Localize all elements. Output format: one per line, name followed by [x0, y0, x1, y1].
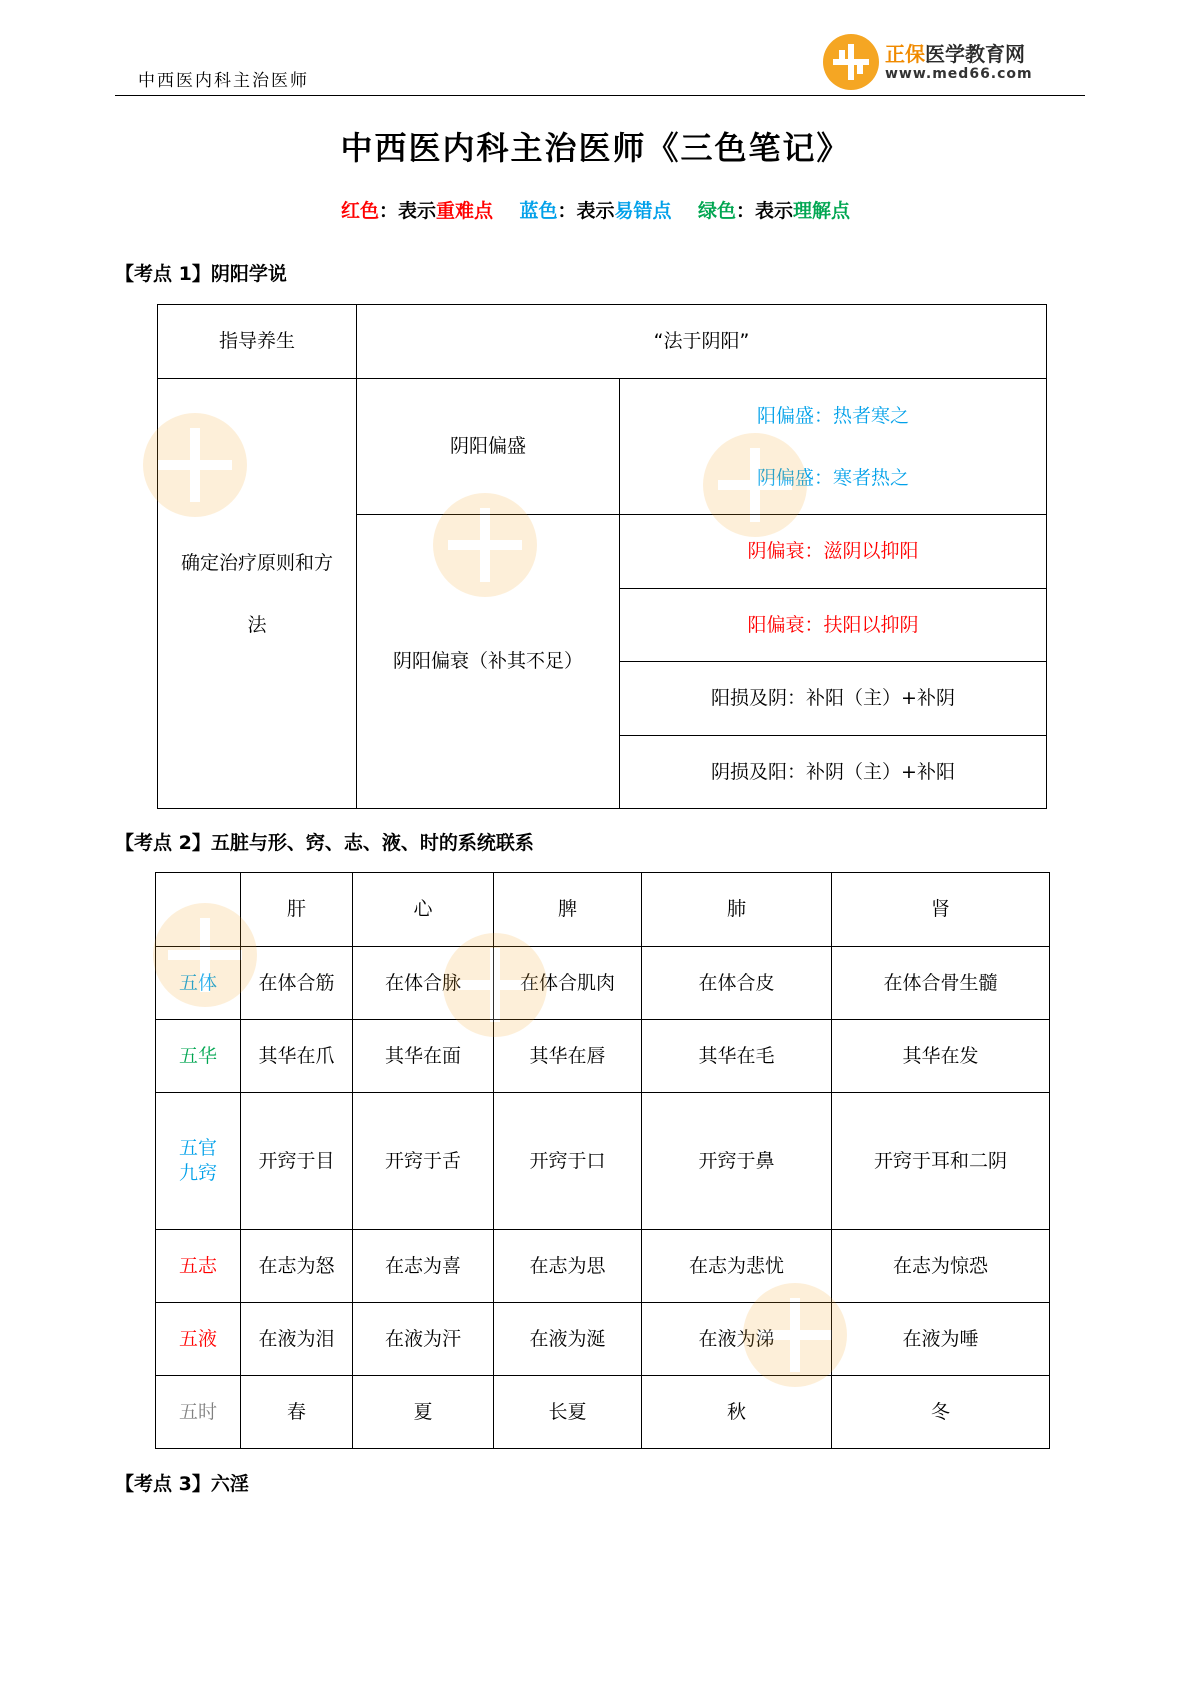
table-row	[156, 1093, 1050, 1230]
deficiency-item-1: 阴偏衰：滋阴以抑阳	[620, 515, 1047, 589]
table-cell: 其华在发	[832, 1020, 1050, 1093]
deficiency-item-3: 阳损及阴：补阳（主）+补阴	[620, 662, 1047, 736]
header-cell-lung: 肺	[642, 873, 832, 947]
table-cell: 夏	[353, 1376, 494, 1449]
section-heading-1: 【考点 1】阴阳学说	[115, 263, 287, 285]
header-cell-spleen: 脾	[494, 873, 642, 947]
deficiency-item-4: 阴损及阳：补阴（主）+补阳	[620, 736, 1047, 809]
table-cell: 在志为惊恐	[832, 1230, 1050, 1303]
table-cell: 在志为思	[494, 1230, 642, 1303]
deficiency-item-2: 阳偏衰：扶阳以抑阴	[620, 589, 1047, 662]
table-cell: 秋	[642, 1376, 832, 1449]
document-title: 中西医内科主治医师《三色笔记》	[340, 129, 851, 167]
row-label: 五官 九窍	[156, 1093, 241, 1230]
row-label: 五时	[156, 1376, 241, 1449]
header-cell-empty	[156, 873, 241, 947]
table-row	[156, 947, 1050, 1020]
header-cell-liver: 肝	[241, 873, 353, 947]
table-row	[156, 1020, 1050, 1093]
logo-url: www.med66.com	[885, 66, 1033, 82]
excess-items: 阳偏盛：热者寒之 阴偏盛：寒者热之	[620, 379, 1047, 515]
table-cell: 长夏	[494, 1376, 642, 1449]
row-label-health: 指导养生	[158, 305, 357, 379]
header-divider	[115, 95, 1085, 96]
table-cell: 开窍于口	[494, 1093, 642, 1230]
table-cell: 在液为汗	[353, 1303, 494, 1376]
table-cell: 其华在面	[353, 1020, 494, 1093]
header-cell-heart: 心	[353, 873, 494, 947]
section-heading-3: 【考点 3】六淫	[115, 1473, 249, 1495]
table-cell: 在体合皮	[642, 947, 832, 1020]
yin-yang-table	[157, 304, 1047, 809]
logo	[823, 34, 1043, 94]
deficiency-label: 阴阳偏衰（补其不足）	[357, 515, 620, 809]
row-label-treatment: 确定治疗原则和方 法	[158, 379, 357, 809]
running-title: 中西医内科主治医师	[138, 71, 309, 91]
section-heading-2: 【考点 2】五脏与形、窍、志、液、时的系统联系	[115, 832, 534, 854]
table-cell: 春	[241, 1376, 353, 1449]
table-cell: 在体合脉	[353, 947, 494, 1020]
table-cell: 开窍于舌	[353, 1093, 494, 1230]
table-cell: 在液为涕	[642, 1303, 832, 1376]
table-cell: 其华在毛	[642, 1020, 832, 1093]
table-row	[156, 1303, 1050, 1376]
table-cell: 在志为喜	[353, 1230, 494, 1303]
table-cell: 其华在唇	[494, 1020, 642, 1093]
row-label: 五体	[156, 947, 241, 1020]
logo-mark-icon	[823, 34, 879, 90]
excess-label: 阴阳偏盛	[357, 379, 620, 515]
table-cell: 在体合骨生髓	[832, 947, 1050, 1020]
row-value-health: “法于阴阳”	[357, 305, 1047, 379]
table-cell: 开窍于鼻	[642, 1093, 832, 1230]
table-row	[156, 1230, 1050, 1303]
table-cell: 在体合肌肉	[494, 947, 642, 1020]
table-cell: 在液为泪	[241, 1303, 353, 1376]
row-label: 五志	[156, 1230, 241, 1303]
logo-name: 正保医学教育网	[885, 42, 1025, 66]
row-label: 五华	[156, 1020, 241, 1093]
table-cell: 在志为悲忧	[642, 1230, 832, 1303]
table-cell: 在志为怒	[241, 1230, 353, 1303]
color-legend: 红色：表示重难点 蓝色：表示易错点 绿色：表示理解点	[340, 200, 851, 222]
table-cell: 开窍于耳和二阴	[832, 1093, 1050, 1230]
table-cell: 在液为唾	[832, 1303, 1050, 1376]
row-label: 五液	[156, 1303, 241, 1376]
header-cell-kidney: 肾	[832, 873, 1050, 947]
table-cell: 在体合筋	[241, 947, 353, 1020]
five-organs-table	[155, 872, 1050, 1449]
table-cell: 冬	[832, 1376, 1050, 1449]
table-cell: 开窍于目	[241, 1093, 353, 1230]
table-cell: 在液为涎	[494, 1303, 642, 1376]
table-cell: 其华在爪	[241, 1020, 353, 1093]
table-row	[156, 1376, 1050, 1449]
